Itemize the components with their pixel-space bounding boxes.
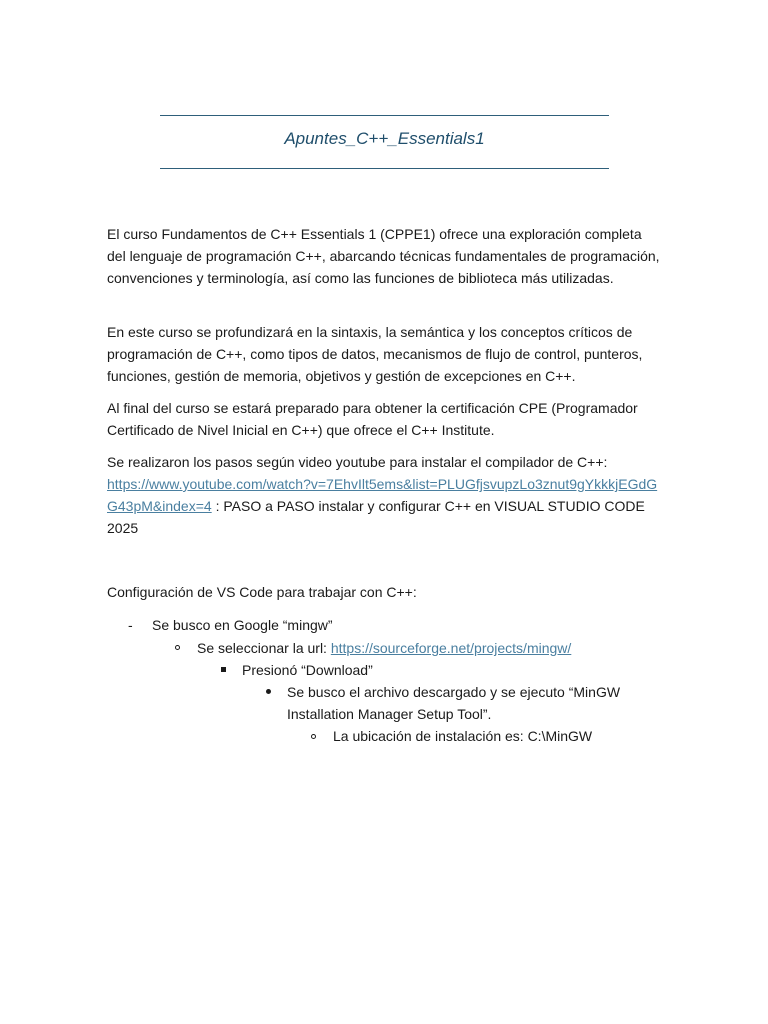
paragraph-certification: Al final del curso se estará preparado para obtener la certificación CPE (Programador Certificado de Nivel Inicial en C++) que ofrece el C++ Institute. bbox=[107, 400, 638, 438]
dash-bullet-icon: - bbox=[128, 617, 133, 633]
paragraph-vscode-config: Configuración de VS Code para trabajar con C++: bbox=[107, 584, 417, 600]
square-bullet-icon bbox=[221, 667, 226, 672]
paragraph-install-steps bbox=[107, 451, 661, 539]
paragraph-course-content: En este curso se profundizará en la sintaxis, la semántica y los conceptos críticos de programación de C++, como tipos de datos, mecanismos de flujo de control, punteros, funciones, gestión de memoria, objetivos y gestión de excepciones en C++. bbox=[107, 324, 643, 384]
select-url-prefix: Se seleccionar la url: bbox=[197, 640, 331, 656]
paragraph-course-intro: El curso Fundamentos de C++ Essentials 1 (CPPE1) ofrece una exploración completa del lenguaje de programación C++, abarcando técnicas fundamentales de programación, convenciones y terminología, así como las funciones de biblioteca más utilizadas. bbox=[107, 226, 660, 286]
install-steps-intro: Se realizaron los pasos según video youtube para instalar el compilador de C++: bbox=[107, 454, 608, 470]
list-item-run-installer: Se busco el archivo descargado y se ejecuto “MinGW Installation Manager Setup Tool”. bbox=[287, 684, 621, 722]
sourceforge-mingw-link[interactable]: https://sourceforge.net/projects/mingw/ bbox=[330, 640, 572, 656]
circle-bullet-icon bbox=[175, 645, 180, 650]
circle-bullet-icon bbox=[311, 734, 316, 739]
list-item-press-download: Presionó “Download” bbox=[242, 662, 373, 678]
list-item-google-search: Se busco en Google “mingw” bbox=[152, 617, 333, 633]
youtube-video-link[interactable]: https://www.youtube.com/watch?v=7EhvIlt5ems&list=PLUGfjsvupzLo3znut9gYkkkjEGdGG43pM&index=4 bbox=[107, 476, 658, 514]
install-steps-tail: : PASO a PASO instalar y configurar C++ en VISUAL STUDIO CODE 2025 bbox=[107, 498, 645, 536]
list-item-install-location: La ubicación de instalación es: C:\MinGW bbox=[333, 728, 593, 744]
document-title: Apuntes_C++_Essentials1 bbox=[284, 129, 485, 148]
title-block bbox=[160, 115, 609, 169]
list-item-select-url bbox=[197, 637, 667, 659]
round-bullet-icon bbox=[266, 689, 271, 694]
